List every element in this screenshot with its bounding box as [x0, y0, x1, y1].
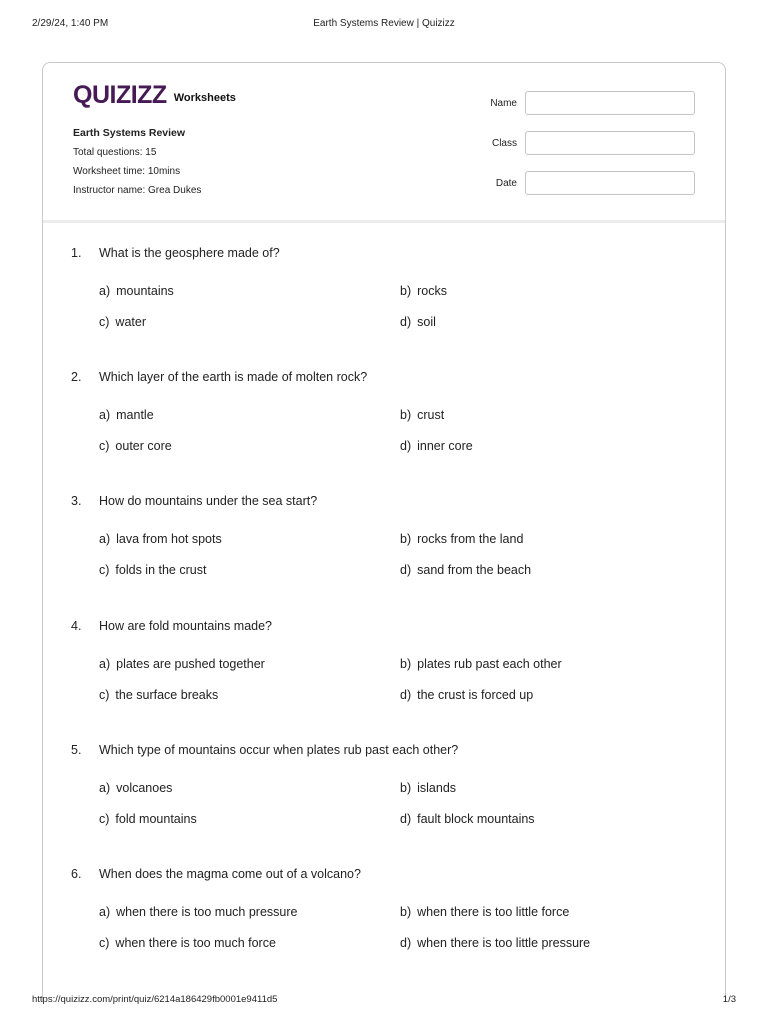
- option-text: water: [115, 315, 146, 329]
- option-letter: c): [99, 439, 110, 454]
- question-text: Which layer of the earth is made of molten rock?: [99, 370, 368, 385]
- answer-option-b[interactable]: [400, 905, 695, 922]
- option-text: rocks: [417, 284, 447, 298]
- question-text: When does the magma come out of a volcano?: [99, 866, 361, 881]
- option-text: mountains: [116, 284, 174, 298]
- answer-option-d[interactable]: [400, 936, 695, 953]
- answer-options: [99, 408, 695, 456]
- option-text: folds in the crust: [115, 563, 207, 578]
- question-1: [71, 246, 695, 370]
- option-letter: d): [400, 935, 412, 950]
- question-2: [71, 370, 695, 494]
- answer-option-c[interactable]: [99, 563, 400, 580]
- option-text: when there is too little pressure: [417, 935, 591, 950]
- answer-option-c[interactable]: [99, 315, 400, 332]
- date-input[interactable]: [525, 171, 695, 195]
- option-text: plates rub past each other: [417, 656, 562, 671]
- brand: [73, 83, 236, 108]
- answer-option-a[interactable]: [99, 781, 400, 798]
- option-letter: d): [400, 687, 412, 702]
- class-label: Class: [491, 137, 517, 149]
- print-datetime: 2/29/24, 1:40 PM: [32, 18, 109, 29]
- option-text: volcanoes: [116, 780, 173, 795]
- option-letter: b): [400, 904, 412, 919]
- option-text: inner core: [417, 439, 473, 454]
- worksheet-header: [43, 63, 725, 223]
- option-text: fault block mountains: [417, 811, 535, 826]
- answer-option-d[interactable]: [400, 688, 695, 705]
- page-number: 1/3: [722, 994, 736, 1005]
- option-text: fold mountains: [115, 811, 197, 826]
- question-text: Which type of mountains occur when plates rub past each other?: [99, 742, 459, 757]
- student-fields: [475, 91, 695, 211]
- question-text: How are fold mountains made?: [99, 618, 273, 633]
- question-number: 4.: [71, 618, 82, 633]
- print-page-title: Earth Systems Review | Quizizz: [313, 18, 455, 29]
- question-number: 2.: [71, 370, 82, 385]
- option-letter: c): [99, 687, 110, 702]
- option-letter: a): [99, 904, 111, 919]
- instructor-name: Instructor name: Grea Dukes: [73, 185, 202, 196]
- option-letter: b): [400, 656, 412, 671]
- option-letter: c): [99, 563, 110, 578]
- question-3: [71, 494, 695, 618]
- option-letter: a): [99, 780, 111, 795]
- class-field-row: [475, 131, 695, 155]
- question-6: [71, 867, 695, 991]
- answer-option-b[interactable]: [400, 408, 695, 425]
- option-letter: a): [99, 284, 111, 298]
- name-label: Name: [490, 97, 517, 109]
- answer-option-b[interactable]: [400, 284, 695, 301]
- option-letter: c): [99, 811, 110, 826]
- worksheet-title: Earth Systems Review: [73, 127, 186, 139]
- question-5: [71, 743, 695, 867]
- answer-option-a[interactable]: [99, 532, 400, 549]
- answer-option-a[interactable]: [99, 905, 400, 922]
- option-text: plates are pushed together: [116, 656, 265, 671]
- class-input[interactable]: [525, 131, 695, 155]
- answer-option-a[interactable]: [99, 657, 400, 674]
- option-text: when there is too much pressure: [116, 904, 298, 919]
- product-label: Worksheets: [173, 92, 236, 104]
- option-letter: b): [400, 408, 412, 423]
- option-text: mantle: [116, 408, 154, 423]
- option-letter: a): [99, 408, 111, 423]
- question-text: How do mountains under the sea start?: [99, 494, 318, 509]
- question-text: What is the geosphere made of?: [99, 246, 280, 260]
- question-4: [71, 619, 695, 743]
- date-label: Date: [495, 177, 517, 189]
- option-text: soil: [417, 315, 436, 329]
- option-text: islands: [417, 780, 457, 795]
- question-number: 1.: [71, 246, 82, 260]
- answer-option-a[interactable]: [99, 408, 400, 425]
- worksheet-meta: [73, 127, 201, 204]
- option-text: lava from hot spots: [116, 532, 222, 547]
- option-text: when there is too much force: [115, 935, 276, 950]
- total-questions: Total questions: 15: [73, 147, 157, 158]
- option-letter: b): [400, 284, 412, 298]
- answer-option-c[interactable]: [99, 439, 400, 456]
- date-field-row: [475, 171, 695, 195]
- quizizz-logo: QUIZIZZ: [73, 81, 167, 109]
- question-number: 3.: [71, 494, 82, 509]
- answer-option-c[interactable]: [99, 812, 400, 829]
- print-url: https://quizizz.com/print/quiz/6214a186429fb0001e9411d5: [32, 994, 278, 1005]
- option-letter: c): [99, 315, 110, 329]
- option-text: rocks from the land: [417, 532, 524, 547]
- answer-options: [99, 532, 695, 580]
- answer-option-d[interactable]: [400, 439, 695, 456]
- option-text: when there is too little force: [417, 904, 570, 919]
- option-letter: b): [400, 780, 412, 795]
- option-text: the surface breaks: [115, 687, 219, 702]
- name-field-row: [475, 91, 695, 115]
- question-number: 6.: [71, 866, 82, 881]
- option-text: crust: [417, 408, 445, 423]
- answer-options: [99, 284, 695, 332]
- option-letter: c): [99, 935, 110, 950]
- option-letter: d): [400, 315, 412, 329]
- worksheet-card: [42, 62, 726, 1002]
- answer-option-c[interactable]: [99, 688, 400, 705]
- option-text: sand from the beach: [417, 563, 532, 578]
- answer-options: [99, 781, 695, 829]
- name-input[interactable]: [525, 91, 695, 115]
- option-letter: b): [400, 532, 412, 547]
- option-letter: a): [99, 656, 111, 671]
- option-letter: d): [400, 439, 412, 454]
- option-letter: d): [400, 563, 412, 578]
- worksheet-time: Worksheet time: 10mins: [73, 166, 181, 177]
- answer-options: [99, 905, 695, 953]
- answer-option-c[interactable]: [99, 936, 400, 953]
- answer-option-d[interactable]: [400, 315, 695, 332]
- answer-option-d[interactable]: [400, 812, 695, 829]
- option-letter: a): [99, 532, 111, 547]
- question-number: 5.: [71, 742, 82, 757]
- option-text: the crust is forced up: [417, 687, 534, 702]
- question-list: [71, 246, 695, 991]
- answer-option-b[interactable]: [400, 781, 695, 798]
- option-text: outer core: [115, 439, 172, 454]
- answer-option-b[interactable]: [400, 532, 695, 549]
- answer-options: [99, 657, 695, 705]
- answer-option-d[interactable]: [400, 563, 695, 580]
- answer-option-a[interactable]: [99, 284, 400, 301]
- option-letter: d): [400, 811, 412, 826]
- answer-option-b[interactable]: [400, 657, 695, 674]
